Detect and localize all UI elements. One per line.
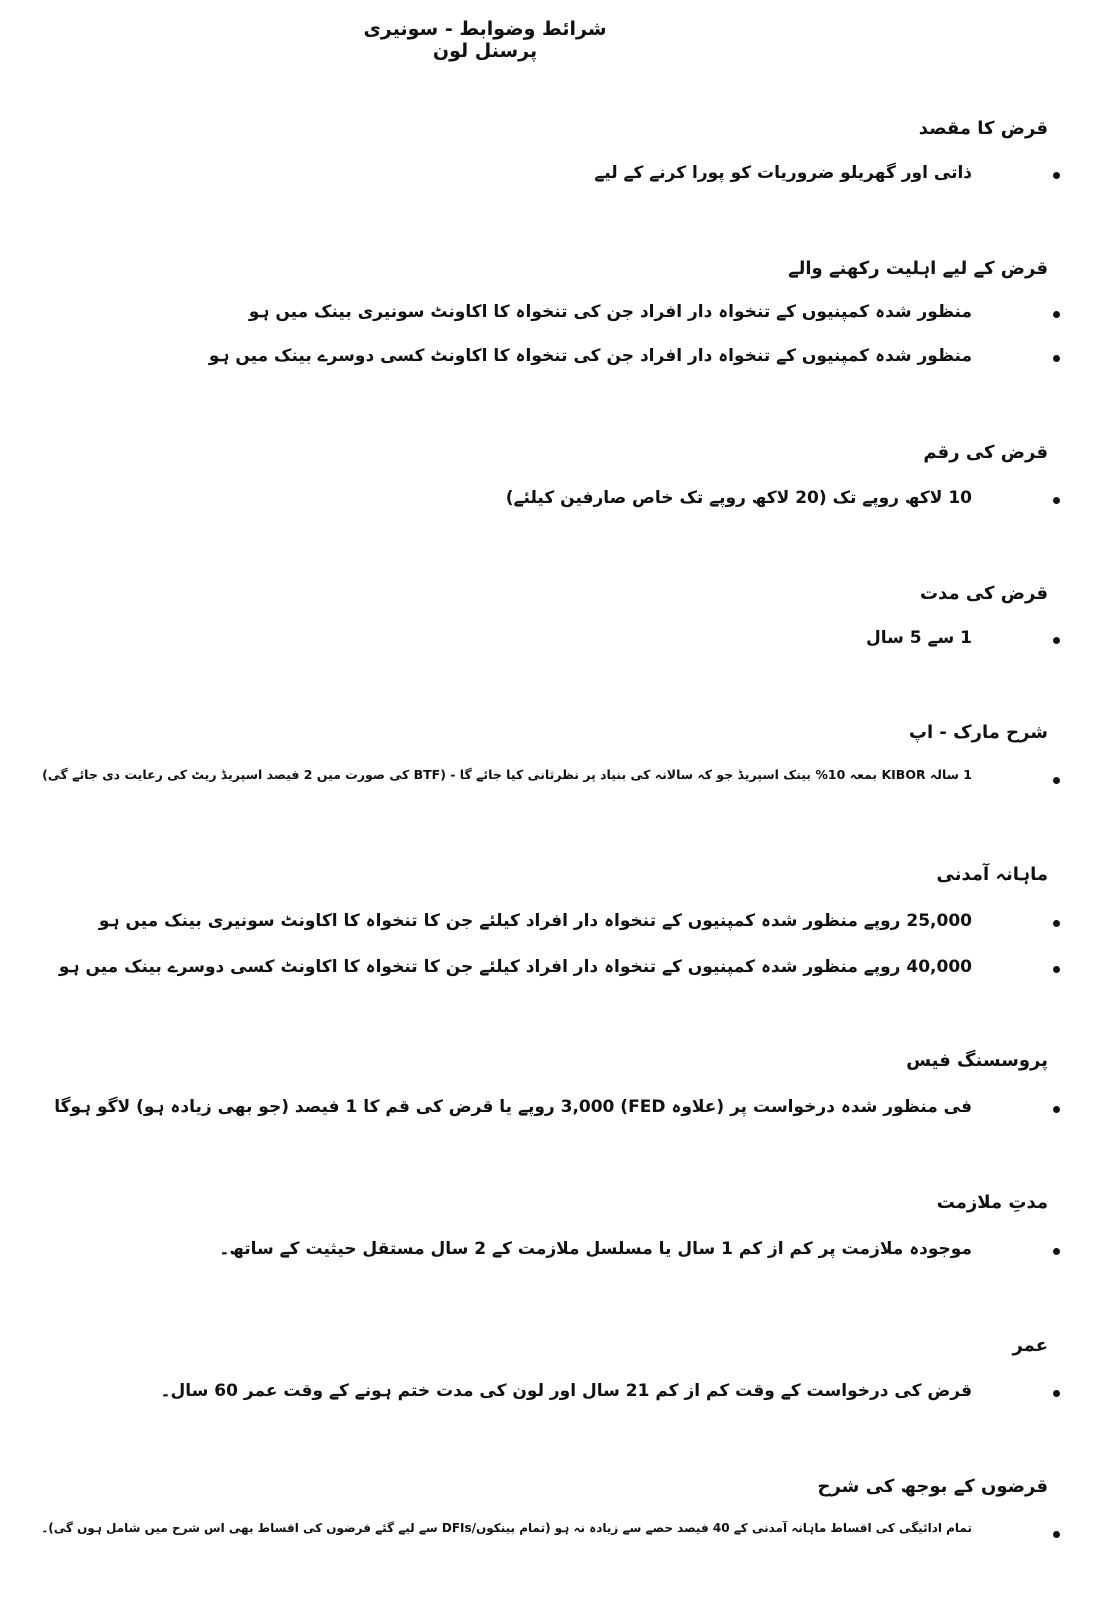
section-heading-debt-burden: قرضوں کے بوجھ کی شرح [817,1476,1048,1497]
list-item [10,1096,1060,1126]
list-item [10,910,1060,940]
list-item [10,767,1060,797]
list-item [10,1238,1060,1268]
bullet-icon [1053,497,1060,504]
list-item-text: 25,000 روپے منظور شدہ کمپنیوں کے تنخواہ دار افراد کیلئے جن کا تنخواہ کا اکاونٹ سونیری بینک میں ہو [98,911,972,931]
list-item [10,956,1060,986]
section-heading-markup-rate: شرح مارک - اپ [908,722,1048,743]
bullet-icon [1053,172,1060,179]
document-title: شرائط وضوابط - سونیری پرسنل لون [363,18,607,62]
section-heading-purpose: قرض کا مقصد [918,118,1048,139]
list-item-text: ذاتی اور گھریلو ضروریات کو پورا کرنے کے لیے [594,163,972,183]
list-item-text: فی منظور شدہ درخواست پر (علاوہ FED) 3,000 روپے یا قرض کی قم کا 1 فیصد (جو بھی زیادہ ہو) لاگو ہوگا [54,1097,972,1117]
list-item [10,162,1060,192]
list-item [10,627,1060,657]
section-heading-amount: قرض کی رقم [923,442,1048,463]
list-item-text: 1 سالہ KIBOR بمعہ 10% بینک اسپریڈ جو کہ سالانہ کی بنیاد پر نظرثانی کیا جائے گا - (BTF کی صورت میں 2 فیصد اسپریڈ ریٹ کی رعایت دی جائے گی) [42,767,972,782]
list-item [10,345,1060,375]
bullet-icon [1053,1106,1060,1113]
list-item [10,301,1060,331]
list-item-text: 40,000 روپے منظور شدہ کمپنیوں کے تنخواہ دار افراد کیلئے جن کا تنخواہ کا اکاونٹ کسی دوسرے بینک میں ہو [58,957,972,977]
bullet-icon [1053,966,1060,973]
section-heading-age: عمر [1012,1335,1048,1356]
section-heading-employment: مدتِ ملازمت [936,1192,1048,1213]
bullet-icon [1053,777,1060,784]
list-item [10,1380,1060,1410]
list-item-text: قرض کی درخواست کے وقت کم از کم 21 سال اور لون کی مدت ختم ہونے کے وقت عمر 60 سال۔ [160,1381,972,1401]
section-heading-processing-fee: پروسسنگ فیس [906,1050,1048,1071]
bullet-icon [1053,1248,1060,1255]
list-item [10,487,1060,517]
list-item-text: 10 لاکھ روپے تک (20 لاکھ روپے تک خاص صارفین کیلئے) [505,488,972,508]
list-item [10,1521,1060,1551]
bullet-icon [1053,637,1060,644]
bullet-icon [1053,920,1060,927]
section-heading-monthly-income: ماہانہ آمدنی [936,864,1048,885]
bullet-icon [1053,1531,1060,1538]
bullet-icon [1053,1390,1060,1397]
bullet-icon [1053,355,1060,362]
list-item-text: تمام ادائیگی کی اقساط ماہانہ آمدنی کے 40 فیصد حصے سے زیادہ نہ ہو (تمام بینکوں/DFIs سے لیے گئے قرضوں کی اقساط بھی اس شرح میں شامل ہوں گی)۔ [41,1521,972,1535]
list-item-text: منظور شدہ کمپنیوں کے تنخواہ دار افراد جن کی تنخواہ کا اکاونٹ سونیری بینک میں ہو [248,302,972,322]
bullet-icon [1053,311,1060,318]
list-item-text: 1 سے 5 سال [866,628,972,648]
section-heading-eligibility: قرض کے لیے اہلیت رکھنے والے [788,258,1048,279]
section-heading-tenure: قرض کی مدت [919,583,1048,604]
list-item-text: منظور شدہ کمپنیوں کے تنخواہ دار افراد جن کی تنخواہ کا اکاونٹ کسی دوسرے بینک میں ہو [208,346,972,366]
list-item-text: موجودہ ملازمت پر کم از کم 1 سال یا مسلسل ملازمت کے 2 سال مستقل حیثیت کے ساتھ۔ [219,1239,972,1259]
